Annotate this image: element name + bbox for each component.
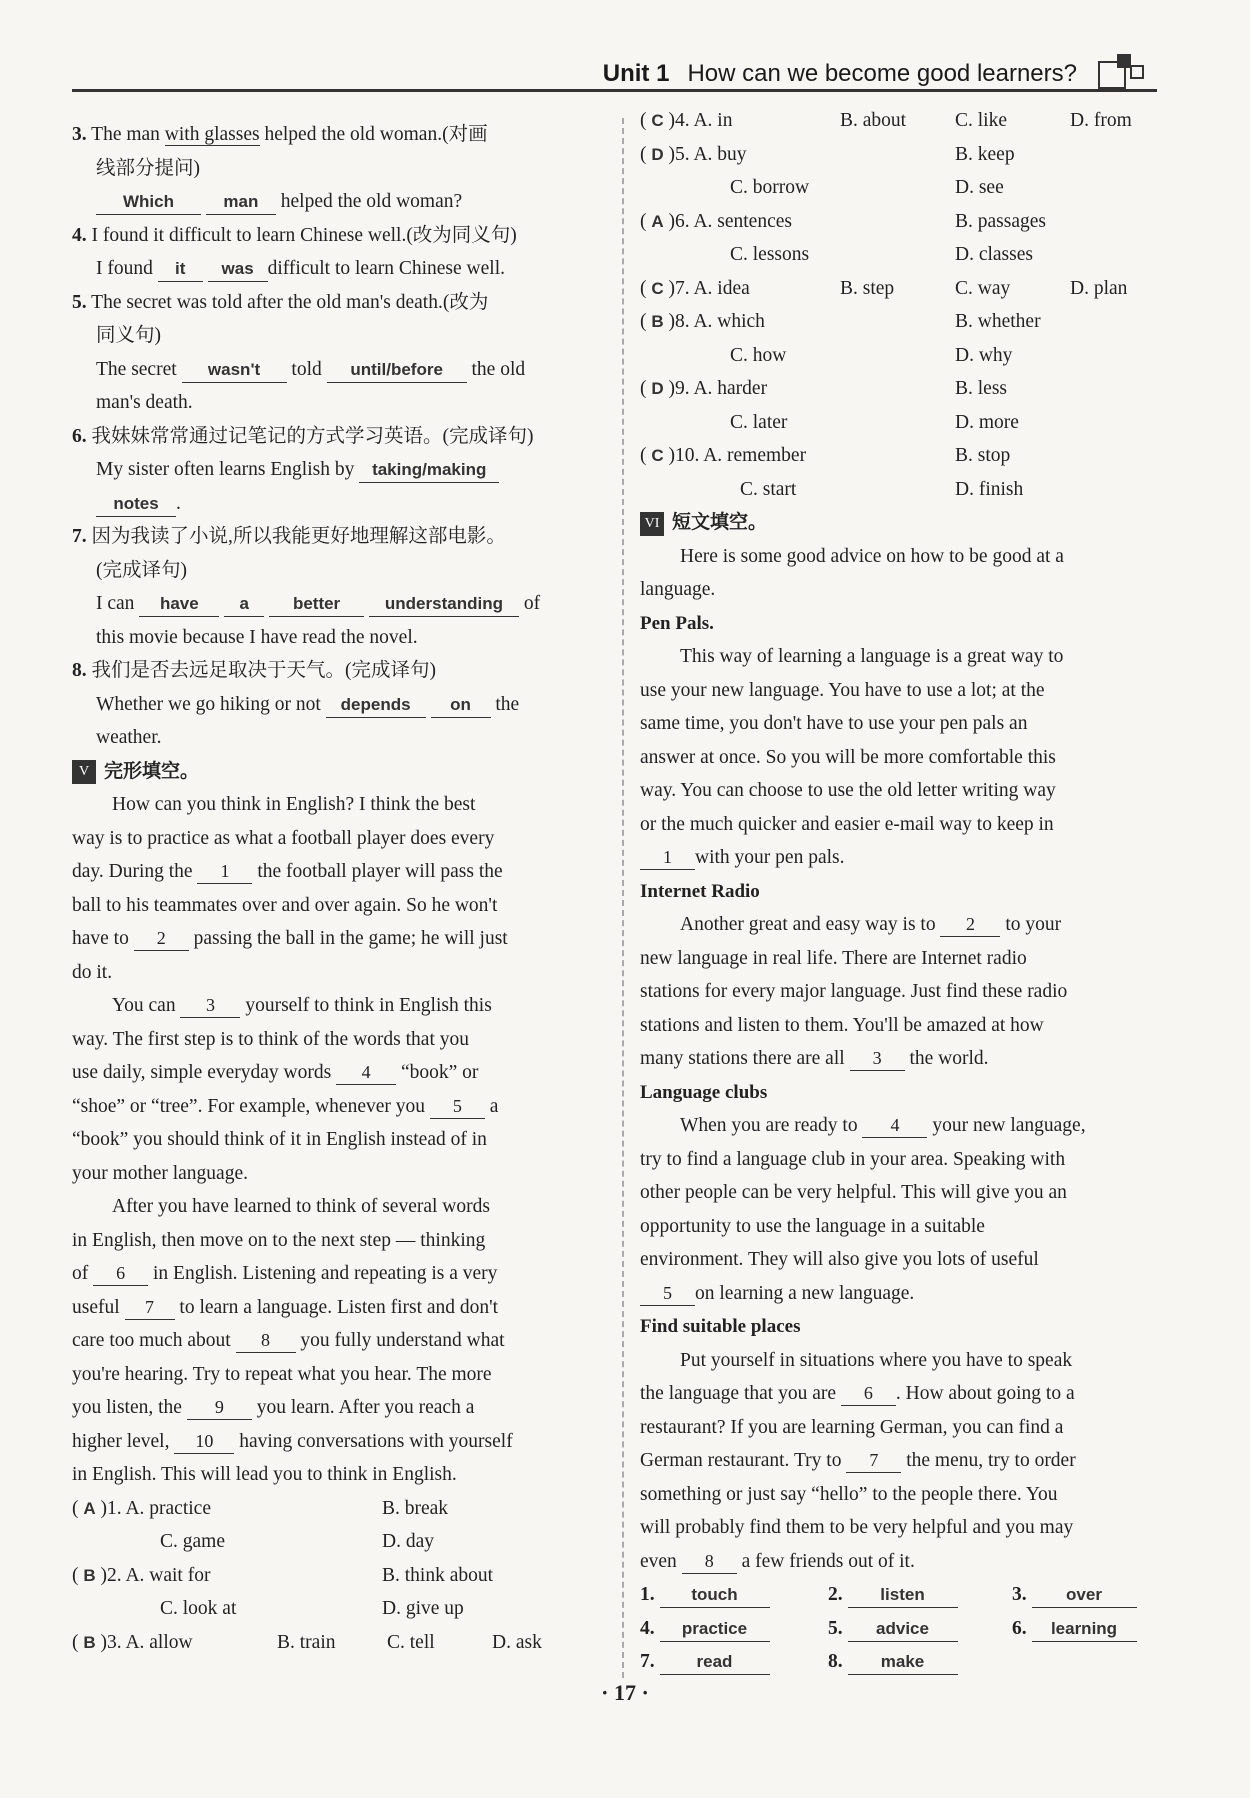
cloze-blank: 6: [93, 1261, 148, 1286]
answer-blank: man: [206, 190, 276, 215]
column-divider: [622, 118, 624, 1678]
cloze-blank: 2: [134, 926, 189, 951]
subheading-pen-pals: Pen Pals.: [640, 612, 714, 634]
cloze-text: have to 2 passing the ball in the game; he will just: [72, 928, 508, 949]
cloze-text: way. The first step is to think of the words that you: [72, 1028, 469, 1050]
q6-answer2: notes .: [72, 487, 602, 521]
answer-blank: a: [224, 592, 264, 617]
passage-text: even 8 a few friends out of it.: [640, 1550, 915, 1572]
cloze-text: higher level, 10 having conversations with yourself: [72, 1430, 513, 1452]
cloze-text: way is to practice as what a football player does every: [72, 827, 495, 849]
section5-heading: V 完形填空。: [72, 755, 602, 789]
mc-item: ( C )7. A. idea B. step C. way D. plan: [640, 277, 1128, 299]
header-rule: [72, 89, 1157, 92]
answer-blank: depends: [326, 693, 426, 718]
mc-item: C. look at D. give up: [160, 1598, 464, 1619]
section-vi-icon: VI: [640, 512, 664, 536]
passage-text: German restaurant. Try to 7 the menu, try to order: [640, 1450, 1076, 1471]
answer-blank: taking/making: [359, 458, 499, 483]
answer-row: 4. practice 5. advice 6. learning: [640, 1612, 1172, 1646]
cloze-blank: 3: [180, 993, 240, 1018]
passage-text: try to find a language club in your area. Speaking with: [640, 1148, 1066, 1170]
answer-blank: learning: [1032, 1617, 1137, 1642]
subheading-language-clubs: Language clubs: [640, 1081, 768, 1103]
cloze-text: use daily, simple everyday words 4 “book” or: [72, 1062, 479, 1083]
answer-blank: listen: [848, 1583, 958, 1608]
passage-text: Put yourself in situations where you have to speak: [680, 1349, 1073, 1371]
cloze-text: You can 3 yourself to think in English this: [112, 995, 492, 1016]
mc-item: C. later D. more: [730, 411, 1019, 433]
answer-blank: touch: [660, 1583, 770, 1608]
answer-blank: notes: [96, 492, 176, 517]
q8-line3: weather.: [96, 727, 162, 748]
q4-line: 4. I found it difficult to learn Chinese well.(改为同义句): [72, 224, 517, 246]
q5-line: 5. The secret was told after the old man's death.(改为: [72, 291, 489, 313]
passage-text: stations for every major language. Just find these radio: [640, 981, 1068, 1002]
mc-item: ( C )4. A. in B. about C. like D. from: [640, 110, 1132, 131]
passage-blank: 3: [850, 1046, 905, 1071]
cloze-text: your mother language.: [72, 1162, 248, 1184]
q5-line2: 同义句): [96, 325, 161, 346]
mc-item: ( B )3. A. allow B. train C. tell D. ask: [72, 1631, 542, 1653]
q3-line: 3. The man with glasses helped the old woman.(对画: [72, 124, 488, 145]
passage-text: answer at once. So you will be more comfortable this: [640, 746, 1056, 768]
passage-text: new language in real life. There are Internet radio: [640, 947, 1027, 969]
passage-blank: 8: [682, 1549, 737, 1574]
answer-blank: better: [269, 592, 364, 617]
cloze-text: useful 7 to learn a language. Listen first and don't: [72, 1296, 499, 1318]
right-column: [640, 104, 1172, 1679]
passage-text: will probably find them to be very helpful and you may: [640, 1517, 1074, 1538]
passage-text: environment. They will also give you lots of useful: [640, 1249, 1039, 1270]
passage-blank: 4: [862, 1113, 927, 1138]
header-decoration-icon: [1091, 52, 1157, 90]
q6-line: 6. 我妹妹常常通过记笔记的方式学习英语。(完成译句): [72, 425, 534, 447]
passage-text: stations and listen to them. You'll be amazed at how: [640, 1014, 1044, 1036]
answer-blank: it: [158, 257, 203, 282]
mc-item: C. borrow D. see: [730, 177, 1004, 198]
passage-blank: 6: [841, 1381, 896, 1406]
mc-item: ( B )2. A. wait for B. think about: [72, 1564, 494, 1586]
mc-item: ( A )1. A. practice B. break: [72, 1497, 449, 1519]
mc-item: ( D )9. A. harder B. less: [640, 378, 1008, 399]
passage-text: language.: [640, 579, 716, 600]
passage-text: restaurant? If you are learning German, you can find a: [640, 1416, 1064, 1438]
passage-text: something or just say “hello” to the people there. You: [640, 1483, 1058, 1505]
answer-blank: read: [660, 1650, 770, 1675]
left-column: [72, 118, 602, 1659]
passage-text: opportunity to use the language in a suitable: [640, 1215, 985, 1237]
cloze-text: you're hearing. Try to repeat what you hear. The more: [72, 1363, 492, 1385]
mc-item: ( C )10. A. remember B. stop: [640, 445, 1011, 466]
mc-item: C. game D. day: [160, 1531, 434, 1552]
q6-answer: My sister often learns English by taking/making: [72, 453, 602, 487]
q7-line: 7. 因为我读了小说,所以我能更好地理解这部电影。: [72, 526, 506, 547]
q8-answer: Whether we go hiking or not depends on the: [72, 688, 602, 722]
subheading-internet-radio: Internet Radio: [640, 880, 760, 902]
answer-row: 7. read 8. make: [640, 1645, 1172, 1679]
passage-blank: 1: [640, 845, 695, 870]
page-number: · 17 ·: [601, 1680, 649, 1705]
passage-blank: 5: [640, 1281, 695, 1306]
mc-item: ( B )8. A. which B. whether: [640, 311, 1041, 332]
cloze-blank: 8: [236, 1328, 296, 1353]
q3-answer: Which man helped the old woman?: [72, 185, 602, 219]
q5-line4: man's death.: [96, 392, 193, 413]
cloze-text: day. During the 1 the football player will pass the: [72, 861, 503, 882]
mc-item: ( A )6. A. sentences B. passages: [640, 210, 1046, 232]
passage-blank: 2: [940, 912, 1000, 937]
cloze-blank: 1: [197, 859, 252, 884]
cloze-blank: 5: [430, 1094, 485, 1119]
cloze-text: “book” you should think of it in English instead of in: [72, 1129, 487, 1150]
cloze-text: in English. This will lead you to think in English.: [72, 1464, 457, 1485]
passage-text: This way of learning a language is a great way to: [680, 646, 1064, 667]
cloze-blank: 4: [336, 1060, 396, 1085]
cloze-text: of 6 in English. Listening and repeating is a very: [72, 1263, 498, 1284]
cloze-blank: 9: [187, 1395, 252, 1420]
answer-blank: on: [431, 693, 491, 718]
mc-item: ( D )5. A. buy B. keep: [640, 143, 1015, 165]
answer-blank: practice: [660, 1617, 770, 1642]
unit-name: How can we become good learners?: [687, 60, 1077, 87]
cloze-blank: 7: [125, 1295, 175, 1320]
q5-answer: The secret wasn't told until/before the old: [72, 353, 602, 387]
q7-line2: (完成译句): [96, 559, 187, 581]
answer-blank: until/before: [327, 358, 467, 383]
cloze-text: “shoe” or “tree”. For example, whenever you 5 a: [72, 1095, 499, 1117]
section-v-icon: V: [72, 760, 96, 784]
cloze-text: care too much about 8 you fully understand what: [72, 1330, 505, 1351]
passage-text: way. You can choose to use the old letter writing way: [640, 780, 1056, 801]
passage-text: many stations there are all 3 the world.: [640, 1048, 989, 1069]
cloze-text: How can you think in English? I think the best: [112, 794, 476, 815]
passage-text: 5 on learning a new language.: [640, 1277, 1172, 1311]
answer-blank: was: [208, 257, 268, 282]
unit-label: Unit 1: [602, 60, 670, 87]
answer-blank: understanding: [369, 592, 519, 617]
unit-title: [603, 60, 1077, 88]
mc-item: C. lessons D. classes: [730, 244, 1033, 265]
answer-blank: wasn't: [182, 358, 287, 383]
passage-text: use your new language. You have to use a lot; at the: [640, 679, 1045, 701]
answer-blank: over: [1032, 1583, 1137, 1608]
answer-blank: make: [848, 1650, 958, 1675]
subheading-find-suitable-places: Find suitable places: [640, 1316, 801, 1337]
cloze-text: After you have learned to think of several words: [112, 1196, 490, 1217]
passage-text: 1 with your pen pals.: [640, 841, 1172, 875]
section6-heading: VI 短文填空。: [640, 506, 1172, 540]
cloze-text: do it.: [72, 961, 113, 983]
answer-row: 1. touch 2. listen 3. over: [640, 1578, 1172, 1612]
passage-text: Here is some good advice on how to be good at a: [680, 545, 1064, 567]
passage-text: or the much quicker and easier e-mail way to keep in: [640, 813, 1054, 835]
q3-line2: 线部分提问): [96, 157, 200, 179]
passage-text: other people can be very helpful. This will give you an: [640, 1182, 1067, 1203]
answer-blank: Which: [96, 190, 201, 215]
cloze-text: in English, then move on to the next step — thinking: [72, 1229, 486, 1251]
page-header: [72, 52, 1157, 92]
q7-line4: this movie because I have read the novel.: [96, 626, 418, 648]
cloze-text: ball to his teammates over and over again. So he won't: [72, 894, 498, 916]
q4-answer: I found it was difficult to learn Chinese well.: [72, 252, 602, 286]
passage-text: Another great and easy way is to 2 to your: [680, 914, 1062, 935]
underlined-phrase: with glasses: [164, 124, 260, 145]
q7-answer: I can have a better understanding of: [72, 587, 602, 621]
mc-item: C. start D. finish: [740, 478, 1024, 500]
cloze-blank: 10: [174, 1429, 234, 1454]
mc-item: C. how D. why: [730, 344, 1013, 366]
passage-text: the language that you are 6 . How about going to a: [640, 1383, 1075, 1404]
answer-blank: have: [139, 592, 219, 617]
answer-blank: advice: [848, 1617, 958, 1642]
passage-text: When you are ready to 4 your new language,: [680, 1115, 1086, 1136]
cloze-text: you listen, the 9 you learn. After you reach a: [72, 1397, 475, 1418]
passage-blank: 7: [846, 1448, 901, 1473]
q8-line: 8. 我们是否去远足取决于天气。(完成译句): [72, 660, 436, 681]
passage-text: same time, you don't have to use your pen pals an: [640, 713, 1028, 734]
